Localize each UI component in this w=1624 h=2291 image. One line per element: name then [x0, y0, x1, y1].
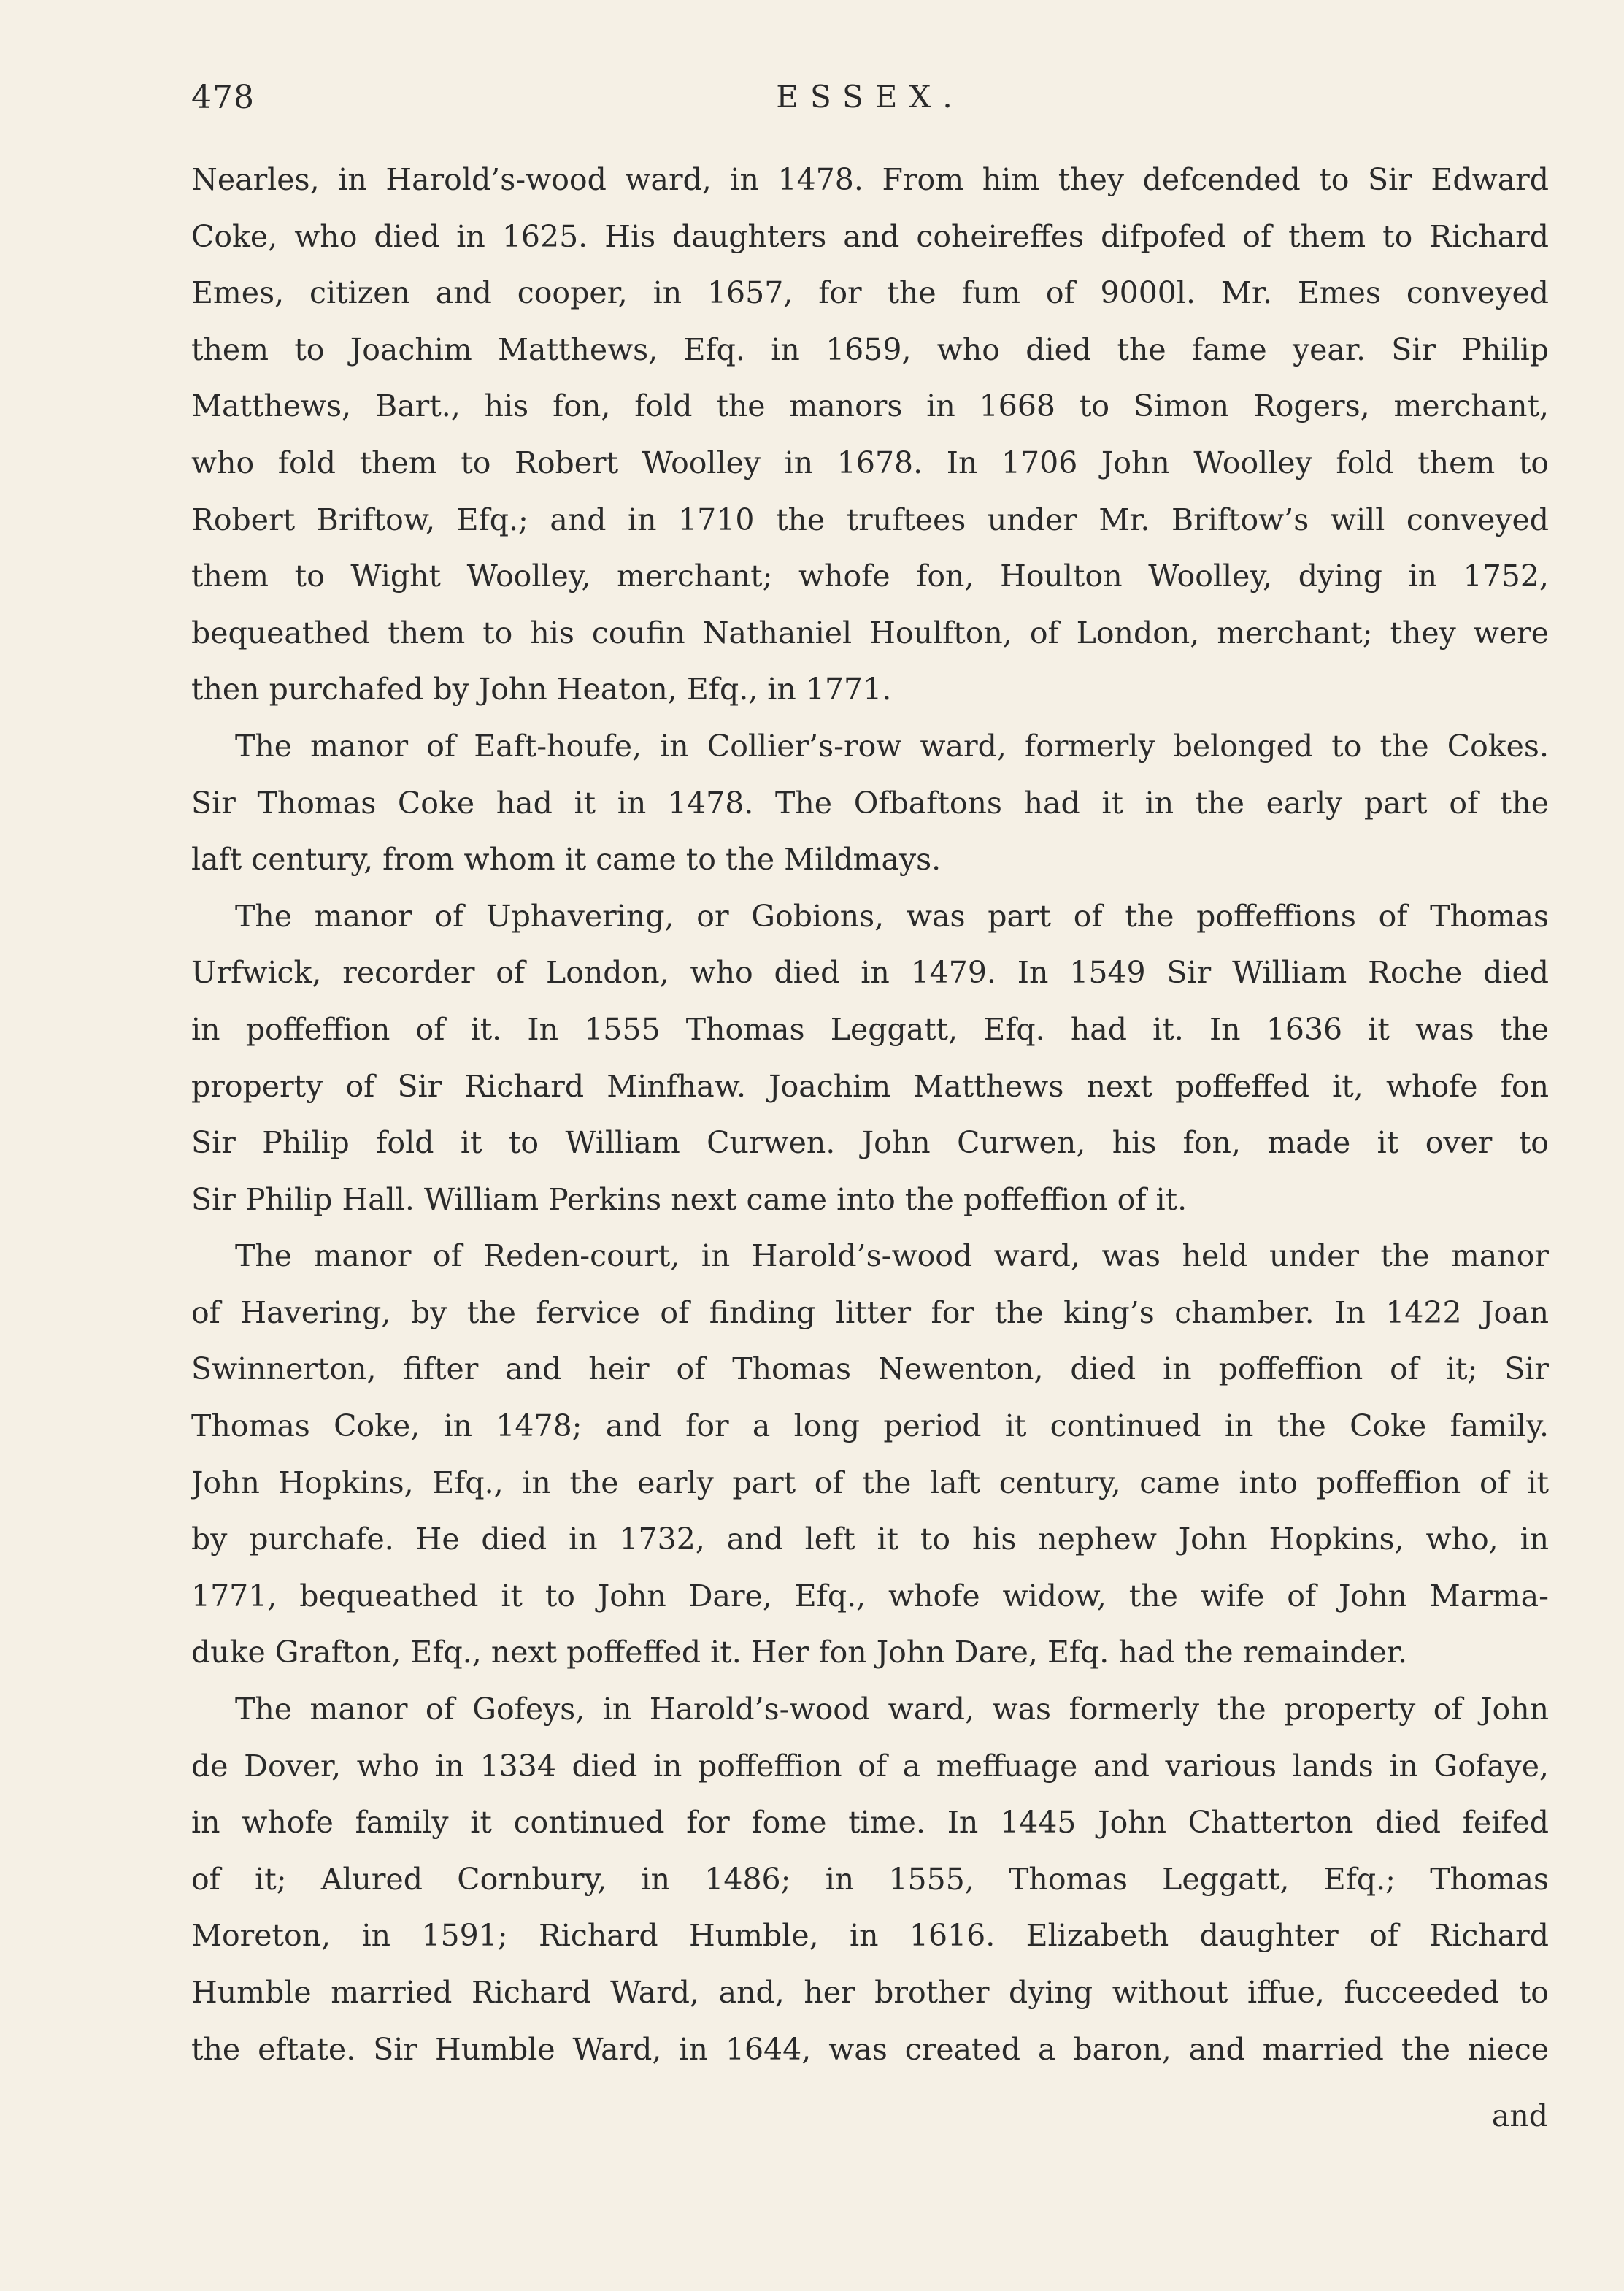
text-line: de Dover, who in 1334 died in poffeffion of a meffuage and various lands in Gofaye,	[191, 1748, 1549, 1784]
text-line: them to Joachim Matthews, Efq. in 1659, who died the fame year. Sir Philip	[191, 331, 1549, 367]
text-line: Sir Philip fold it to William Curwen. John Curwen, his fon, made it over to	[191, 1125, 1549, 1161]
body-text	[191, 152, 1549, 2078]
text-line: Swinnerton, fifter and heir of Thomas Newenton, died in poffeffion of it; Sir	[191, 1351, 1549, 1387]
text-line: of it; Alured Cornbury, in 1486; in 1555, Thomas Leggatt, Efq.; Thomas	[191, 1861, 1549, 1897]
text-line: bequeathed them to his coufin Nathaniel Houlfton, of London, merchant; they were	[191, 615, 1549, 651]
text-line: who fold them to Robert Woolley in 1678. In 1706 John Woolley fold them to	[191, 445, 1549, 480]
paragraph-first-line: The manor of Reden-court, in Harold’s-wood ward, was held under the manor	[235, 1238, 1549, 1274]
text-line: Urfwick, recorder of London, who died in 1479. In 1549 Sir William Roche died	[191, 955, 1549, 991]
text-line: in poffeffion of it. In 1555 Thomas Leggatt, Efq. had it. In 1636 it was the	[191, 1011, 1549, 1047]
text-line: Thomas Coke, in 1478; and for a long period it continued in the Coke family.	[191, 1408, 1549, 1444]
text-line: them to Wight Woolley, merchant; whofe fon, Houlton Woolley, dying in 1752,	[191, 559, 1549, 594]
text-line: duke Grafton, Efq., next poffeffed it. Her fon John Dare, Efq. had the remainder.	[191, 1635, 1408, 1670]
text-line: Humble married Richard Ward, and, her brother dying without iffue, fucceeded to	[191, 1975, 1549, 2010]
text-line: Moreton, in 1591; Richard Humble, in 1616. Elizabeth daughter of Richard	[191, 1918, 1549, 1954]
text-line: Coke, who died in 1625. His daughters and coheireffes difpofed of them to Richard	[191, 218, 1549, 254]
text-line: by purchafe. He died in 1732, and left it to his nephew John Hopkins, who, in	[191, 1521, 1549, 1557]
text-line: Nearles, in Harold’s-wood ward, in 1478. From him they defcended to Sir Edward	[191, 162, 1549, 197]
text-line: Matthews, Bart., his fon, fold the manors in 1668 to Simon Rogers, merchant,	[191, 388, 1549, 424]
text-line: then purchafed by John Heaton, Efq., in 1771.	[191, 672, 892, 707]
text-line: Sir Philip Hall. William Perkins next came into the poffeffion of it.	[191, 1181, 1188, 1217]
text-line: property of Sir Richard Minfhaw. Joachim Matthews next poffeffed it, whofe fon	[191, 1068, 1549, 1104]
text-line: Sir Thomas Coke had it in 1478. The Ofbaftons had it in the early part of the	[191, 785, 1549, 821]
catchword: and	[1491, 2098, 1548, 2133]
page-number: 478	[191, 79, 255, 116]
text-line: laft century, from whom it came to the Mildmays.	[191, 842, 942, 878]
text-line: John Hopkins, Efq., in the early part of the laft century, came into poffeffion of it	[191, 1465, 1549, 1500]
text-line: in whofe family it continued for fome time. In 1445 John Chatterton died feifed	[191, 1805, 1549, 1841]
paragraph-first-line: The manor of Uphavering, or Gobions, was part of the poffeffions of Thomas	[235, 898, 1549, 934]
text-line: 1771, bequeathed it to John Dare, Efq., whofe widow, the wife of John Marma-	[191, 1578, 1549, 1613]
paragraph-first-line: The manor of Eaft-houfe, in Collier’s-row ward, formerly belonged to the Cokes.	[235, 728, 1549, 764]
running-head	[191, 79, 1549, 130]
text-line: the eftate. Sir Humble Ward, in 1644, was created a baron, and married the niece	[191, 2031, 1549, 2067]
text-line: Emes, citizen and cooper, in 1657, for the fum of 9000l. Mr. Emes conveyed	[191, 275, 1549, 311]
header-title: ESSEX.	[776, 79, 964, 115]
text-line: Robert Briftow, Efq.; and in 1710 the truftees under Mr. Briftow’s will conveyed	[191, 502, 1549, 537]
text-line: of Havering, by the fervice of finding litter for the king’s chamber. In 1422 Joan	[191, 1294, 1549, 1330]
paragraph-first-line: The manor of Gofeys, in Harold’s-wood ward, was formerly the property of John	[235, 1692, 1549, 1727]
